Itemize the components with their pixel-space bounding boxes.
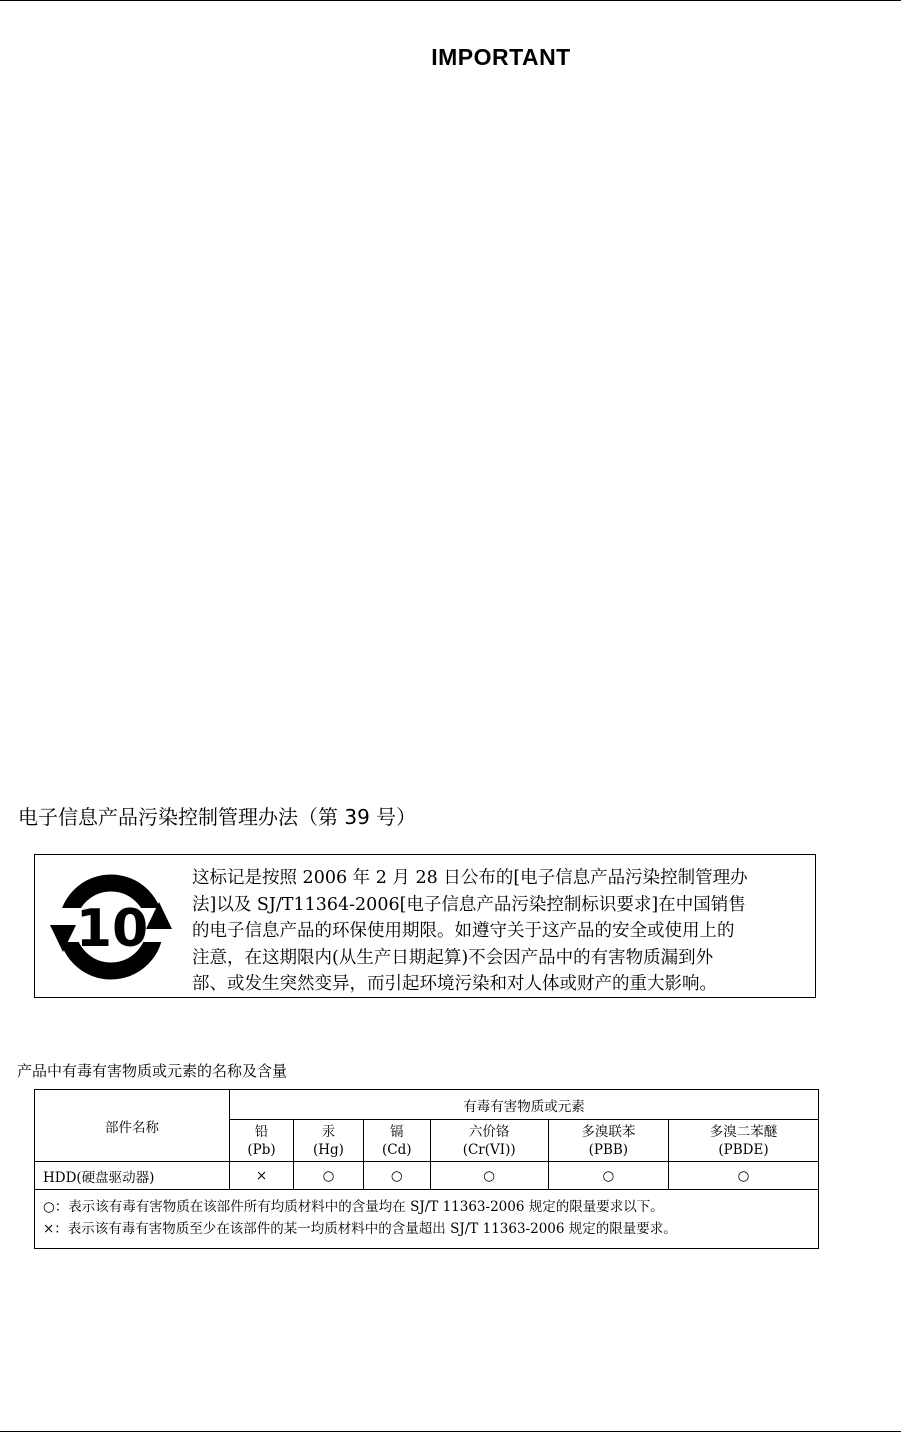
mercury-value-cell: ○ <box>294 1162 364 1190</box>
regulation-title: 电子信息产品污染控制管理办法（第 39 号） <box>18 805 417 829</box>
epup-label-box <box>34 854 816 998</box>
pbde-value-cell: ○ <box>669 1162 819 1190</box>
column-header-chromium: 六价铬 (Cr(VI)) <box>430 1120 548 1162</box>
bottom-rule <box>0 1431 901 1432</box>
hazardous-substances-table <box>34 1089 819 1249</box>
epup-10-recycle-icon <box>47 870 175 985</box>
lead-value-cell: × <box>230 1162 294 1190</box>
column-header-pbb: 多溴联苯 (PBB) <box>548 1120 668 1162</box>
note-exceeds-limit: ×：表示该有毒有害物质至少在该部件的某一均质材料中的含量超出 SJ/T 11363-2006 规定的限量要求。 <box>43 1221 677 1237</box>
column-header-mercury: 汞 (Hg) <box>294 1120 364 1162</box>
epup-text-line: 这标记是按照 2006 年 2 月 28 日公布的[电子信息产品污染控制管理办 <box>192 868 748 888</box>
note-below-limit: ○：表示该有毒有害物质在该部件所有均质材料中的含量均在 SJ/T 11363-2006 规定的限量要求以下。 <box>43 1199 664 1215</box>
substances-group-header: 有毒有害物质或元素 <box>230 1090 819 1120</box>
top-rule <box>0 0 901 1</box>
column-header-cadmium: 镉 (Cd) <box>363 1120 430 1162</box>
pbb-value-cell: ○ <box>548 1162 668 1190</box>
table-row <box>35 1162 819 1190</box>
table-notes <box>35 1190 819 1249</box>
substances-table-title: 产品中有毒有害物质或元素的名称及含量 <box>17 1062 288 1080</box>
chromium-value-cell: ○ <box>430 1162 548 1190</box>
epup-text-line: 的电子信息产品的环保使用期限。如遵守关于这产品的安全或使用上的 <box>192 921 735 941</box>
page-heading: IMPORTANT <box>431 44 571 70</box>
epup-years-label: 10 <box>75 899 149 959</box>
part-name-cell: HDD(硬盘驱动器) <box>35 1162 230 1190</box>
epup-label-text <box>192 865 812 998</box>
part-name-header: 部件名称 <box>35 1090 230 1162</box>
cadmium-value-cell: ○ <box>363 1162 430 1190</box>
epup-text-line: 法]以及 SJ/T11364-2006[电子信息产品污染控制标识要求]在中国销售 <box>192 894 746 915</box>
epup-text-line: 注意，在这期限内(从生产日期起算)不会因产品中的有害物质漏到外 <box>192 947 714 968</box>
column-header-lead: 铅 (Pb) <box>230 1120 294 1162</box>
epup-text-line: 部、或发生突然变异，而引起环境污染和对人体或财产的重大影响。 <box>192 974 717 994</box>
column-header-pbde: 多溴二苯醚 (PBDE) <box>669 1120 819 1162</box>
